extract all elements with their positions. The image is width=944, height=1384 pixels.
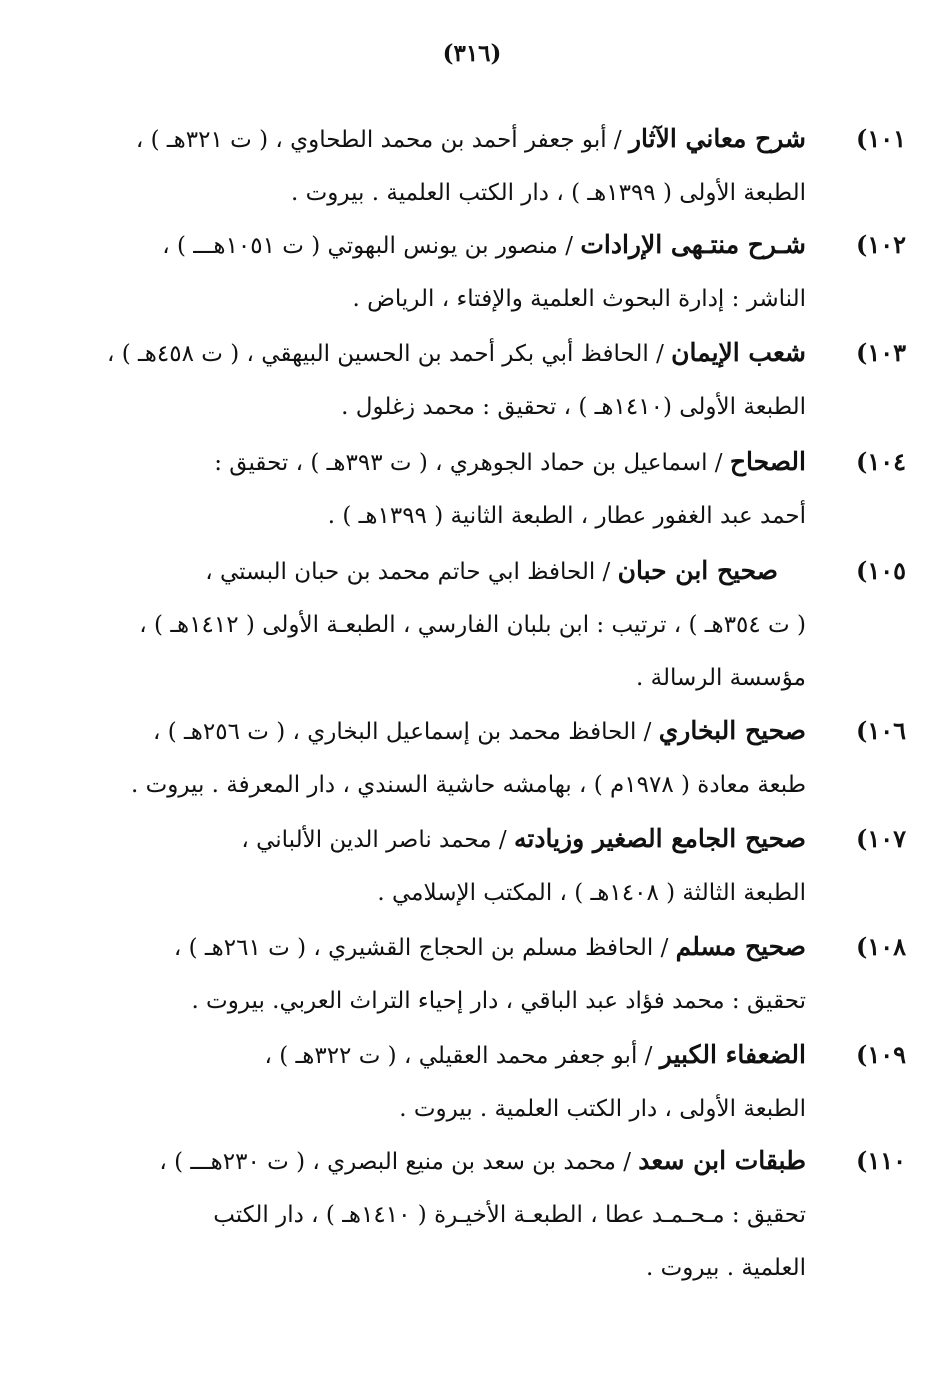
entry-title: الصحاح — [729, 447, 806, 476]
bibliography-entry-104 — [106, 435, 906, 543]
entry-line-2: الطبعة الأولى ( ١٣٩٩هـ ) ، دار الكتب العلمية . بيروت . — [291, 180, 806, 206]
entry-details: / اسماعيل بن حماد الجوهري ، ( ت ٣٩٣هـ ) ، تحقيق : — [214, 450, 730, 476]
entry-number: ١٠١) — [855, 124, 906, 153]
entry-title: صحيح مسلم — [675, 932, 806, 961]
entry-line-2: الطبعة الثالثة ( ١٤٠٨هـ ) ، المكتب الإسلامي . — [377, 880, 806, 906]
entry-line-3: مؤسسة الرسالة . — [636, 665, 806, 691]
entry-details: / الحافظ ابي حاتم محمد بن حبان البستي ، — [205, 559, 618, 585]
entry-title: شـرح منتـهى الإرادات — [580, 230, 806, 259]
entry-number: ١٠٣) — [855, 338, 906, 367]
entry-line-1 — [106, 812, 806, 867]
entry-line-1 — [106, 218, 806, 273]
entry-title: صحيح ابن حبان — [617, 556, 778, 585]
entry-title: شعب الإيمان — [671, 338, 806, 367]
entry-details: / أبو جعفر أحمد بن محمد الطحاوي ، ( ت ٣٢١هـ ) ، — [135, 127, 629, 153]
entry-details: / الحافظ مسلم بن الحجاج القشيري ، ( ت ٢٦١هـ ) ، — [173, 935, 676, 961]
entry-line-2: الطبعة الأولى (١٤١٠هـ ) ، تحقيق : محمد زغلول . — [341, 394, 806, 420]
bibliography-entry-108 — [106, 920, 906, 1028]
entry-title: صحيح الجامع الصغير وزيادته — [513, 824, 806, 853]
entry-line-1 — [106, 435, 806, 490]
entry-title: طبقات ابن سعد — [638, 1146, 806, 1175]
entry-number: ١١٠) — [855, 1146, 906, 1175]
entry-line-2: الطبعة الأولى ، دار الكتب العلمية . بيروت . — [399, 1096, 806, 1122]
entry-line-1 — [106, 112, 806, 167]
bibliography-entry-107 — [106, 812, 906, 920]
entry-line-1 — [106, 704, 806, 759]
entry-details: / الحافظ محمد بن إسماعيل البخاري ، ( ت ٢٥٦هـ ) ، — [152, 719, 659, 745]
bibliography-entry-105 — [106, 544, 906, 705]
bibliography-entry-101 — [106, 112, 906, 220]
bibliography-entry-110 — [106, 1134, 906, 1295]
entry-number: ١٠٧) — [855, 824, 906, 853]
entry-title: الضعفاء الكبير — [659, 1040, 806, 1069]
entry-line-2: أحمد عبد الغفور عطار ، الطبعة الثانية ( ١٣٩٩هـ ) . — [327, 503, 806, 529]
entry-number: ١٠٦) — [855, 716, 906, 745]
entry-line-1 — [106, 1134, 806, 1189]
entry-title: صحيح البخاري — [658, 716, 806, 745]
entry-details: / منصور بن يونس البهوتي ( ت ١٠٥١هـــ ) ، — [162, 233, 581, 259]
bibliography-entry-103 — [106, 326, 906, 434]
bibliography-entry-102 — [106, 218, 906, 326]
entry-line-1 — [106, 544, 806, 599]
entry-line-2: تحقيق : مـحـمـد عطا ، الطبعـة الأخيـرة ( ١٤١٠هـ ) ، دار الكتب — [213, 1202, 806, 1228]
entry-line-2: تحقيق : محمد فؤاد عبد الباقي ، دار إحياء التراث العربي. بيروت . — [191, 988, 806, 1014]
entry-line-2: طبعة معادة ( ١٩٧٨م ) ، بهامشه حاشية السندي ، دار المعرفة . بيروت . — [130, 772, 806, 798]
entry-line-1 — [106, 920, 806, 975]
entry-number: ١٠٤) — [855, 447, 906, 476]
entry-number: ١٠٨) — [855, 932, 906, 961]
entry-line-1 — [106, 326, 806, 381]
entry-number: ١٠٩) — [855, 1040, 906, 1069]
bibliography-entry-106 — [106, 704, 906, 812]
entry-line-2: ( ت ٣٥٤هـ ) ، ترتيب : ابن بلبان الفارسي ، الطبعـة الأولى ( ١٤١٢هـ ) ، — [139, 612, 806, 638]
entry-line-1 — [106, 1028, 806, 1083]
entry-line-2: الناشر : إدارة البحوث العلمية والإفتاء ، الرياض . — [352, 286, 806, 312]
entry-line-3: العلمية . بيروت . — [645, 1255, 806, 1281]
entry-number: ١٠٢) — [855, 230, 906, 259]
entry-details: / الحافظ أبي بكر أحمد بن الحسين البيهقي ، ( ت ٤٥٨هـ ) ، — [107, 341, 672, 367]
bibliography-entry-109 — [106, 1028, 906, 1136]
entry-details: / محمد ناصر الدين الألباني ، — [241, 827, 514, 853]
page-number: (٣١٦) — [442, 40, 502, 67]
entry-details: / أبو جعفر محمد العقيلي ، ( ت ٣٢٢هـ ) ، — [264, 1043, 660, 1069]
entry-details: / محمد بن سعد بن منيع البصري ، ( ت ٢٣٠هـــ ) ، — [159, 1149, 639, 1175]
entry-title: شرح معاني الآثار — [628, 124, 806, 153]
entry-number: ١٠٥) — [855, 556, 906, 585]
